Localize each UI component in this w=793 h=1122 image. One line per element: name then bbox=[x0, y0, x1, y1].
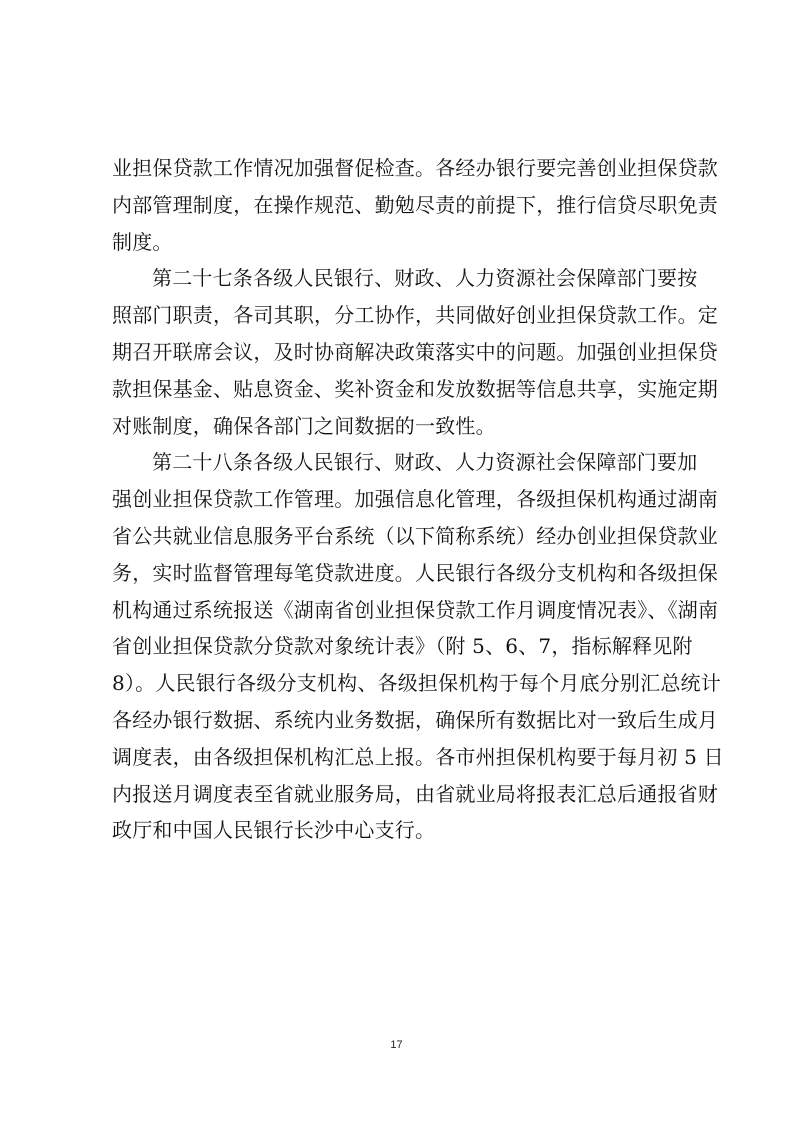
text-line: 调度表，由各级担保机构汇总上报。各市州担保机构要于每月初 5 日 bbox=[112, 744, 724, 769]
body-text bbox=[112, 150, 724, 849]
text-line: 政厅和中国人民银行长沙中心支行。 bbox=[112, 818, 436, 843]
text-line: 务，实时监督管理每笔贷款进度。人民银行各级分支机构和各级担保 bbox=[112, 560, 718, 585]
article-27-heading-line: 第二十七条各级人民银行、财政、人力资源社会保障部门要按 bbox=[152, 266, 698, 291]
text-line: 强创业担保贷款工作管理。加强信息化管理，各级担保机构通过湖南 bbox=[112, 487, 718, 512]
page-number: 17 bbox=[390, 1039, 403, 1051]
text-line: 款担保基金、贴息资金、奖补资金和发放数据等信息共享，实施定期 bbox=[112, 376, 718, 401]
text-line: 8）。人民银行各级分支机构、各级担保机构于每个月底分别汇总统计 bbox=[112, 671, 721, 696]
text-line: 对账制度，确保各部门之间数据的一致性。 bbox=[112, 413, 496, 438]
text-line: 内报送月调度表至省就业服务局，由省就业局将报表汇总后通报省财 bbox=[112, 781, 718, 806]
text-line: 各经办银行数据、系统内业务数据，确保所有数据比对一致后生成月 bbox=[112, 707, 718, 732]
article-28-heading-line: 第二十八条各级人民银行、财政、人力资源社会保障部门要加 bbox=[152, 450, 698, 475]
text-line: 照部门职责，各司其职，分工协作，共同做好创业担保贷款工作。定 bbox=[112, 303, 718, 328]
text-line: 期召开联席会议，及时协商解决政策落实中的问题。加强创业担保贷 bbox=[112, 339, 718, 364]
text-line: 省创业担保贷款分贷款对象统计表》（附 5、6、7，指标解释见附 bbox=[112, 634, 693, 659]
text-line: 机构通过系统报送《湖南省创业担保贷款工作月调度情况表》、《湖南 bbox=[112, 597, 719, 622]
text-line: 省公共就业信息服务平台系统（以下简称系统）经办创业担保贷款业 bbox=[112, 523, 718, 548]
text-line: 业担保贷款工作情况加强督促检查。各经办银行要完善创业担保贷款 bbox=[112, 156, 718, 180]
text-line: 内部管理制度，在操作规范、勤勉尽责的前提下，推行信贷尽职免责 bbox=[112, 192, 718, 217]
text-line: 制度。 bbox=[112, 229, 173, 254]
